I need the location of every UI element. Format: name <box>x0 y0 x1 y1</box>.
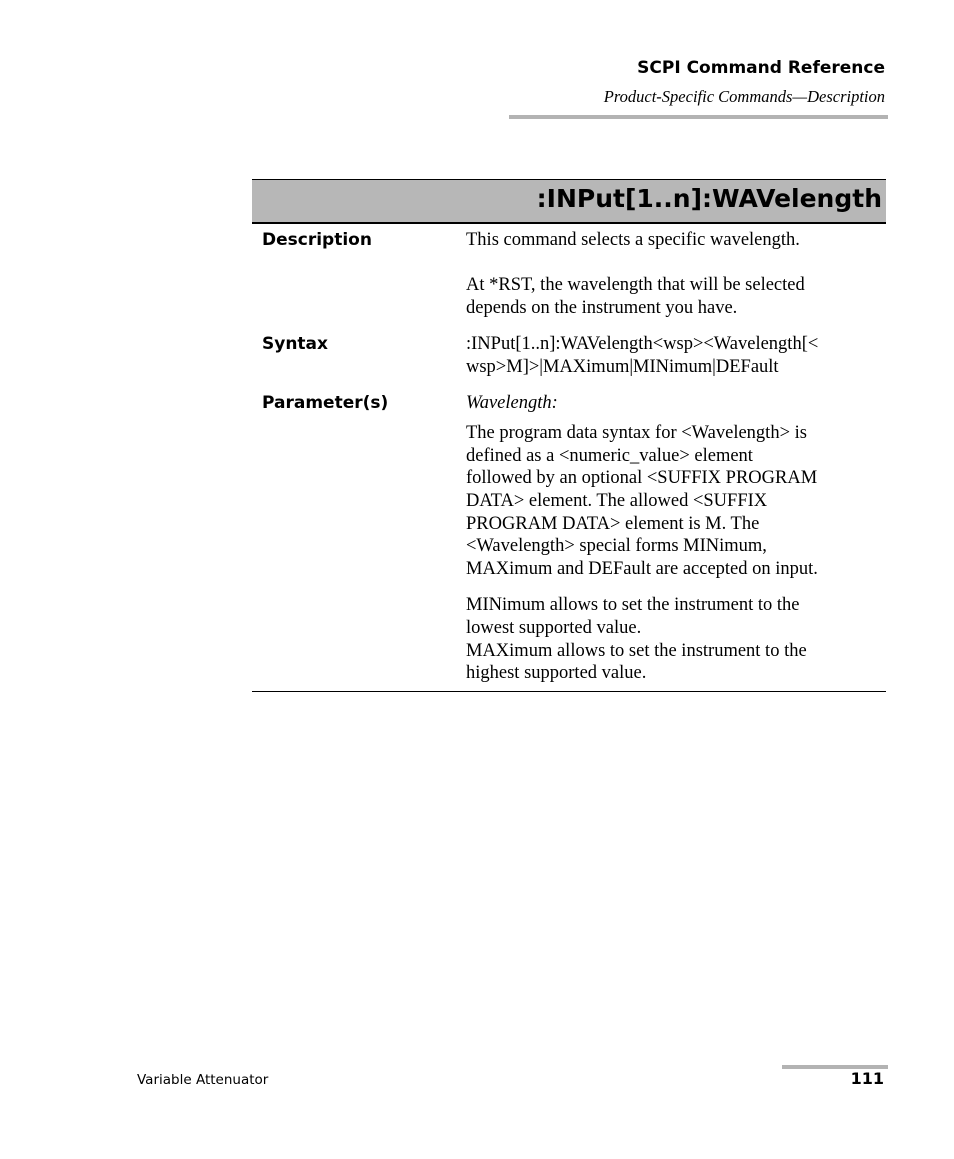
description-line-1: This command selects a specific wavelength. <box>466 230 800 250</box>
parameter-note-line: MINimum allows to set the instrument to the <box>466 595 800 615</box>
parameter-note-line: lowest supported value. <box>466 618 642 638</box>
description-label: Description <box>262 230 372 250</box>
syntax-label: Syntax <box>262 334 328 354</box>
parameter-text-line: defined as a <numeric_value> element <box>466 446 753 466</box>
parameter-text-line: <Wavelength> special forms MINimum, <box>466 536 767 556</box>
syntax-line-1: :INPut[1..n]:WAVelength<wsp><Wavelength[< <box>466 334 819 354</box>
running-header-subtitle: Product-Specific Commands—Description <box>603 87 885 106</box>
command-title: :INPut[1..n]:WAVelength <box>536 184 882 213</box>
parameter-note-line: MAXimum allows to set the instrument to the <box>466 641 807 661</box>
parameters-label: Parameter(s) <box>262 393 389 413</box>
description-line-2: At *RST, the wavelength that will be selected <box>466 275 805 295</box>
parameter-text-line: MAXimum and DEFault are accepted on input. <box>466 559 818 579</box>
parameter-text-line: followed by an optional <SUFFIX PROGRAM <box>466 468 818 488</box>
description-line-3: depends on the instrument you have. <box>466 298 738 318</box>
table-bottom-rule <box>252 691 886 692</box>
running-header-title: SCPI Command Reference <box>637 58 885 78</box>
parameter-text-line: PROGRAM DATA> element is M. The <box>466 514 760 534</box>
parameter-note-line: highest supported value. <box>466 663 647 683</box>
parameter-text-line: The program data syntax for <Wavelength> is <box>466 423 807 443</box>
parameter-name: Wavelength: <box>466 393 558 413</box>
page-number: 111 <box>850 1069 884 1088</box>
footer-product-name: Variable Attenuator <box>137 1072 269 1088</box>
parameter-text-line: DATA> element. The allowed <SUFFIX <box>466 491 768 511</box>
syntax-line-2: wsp>M]>|MAXimum|MINimum|DEFault <box>466 357 779 377</box>
header-rule <box>509 115 888 119</box>
command-title-bar <box>252 179 886 224</box>
